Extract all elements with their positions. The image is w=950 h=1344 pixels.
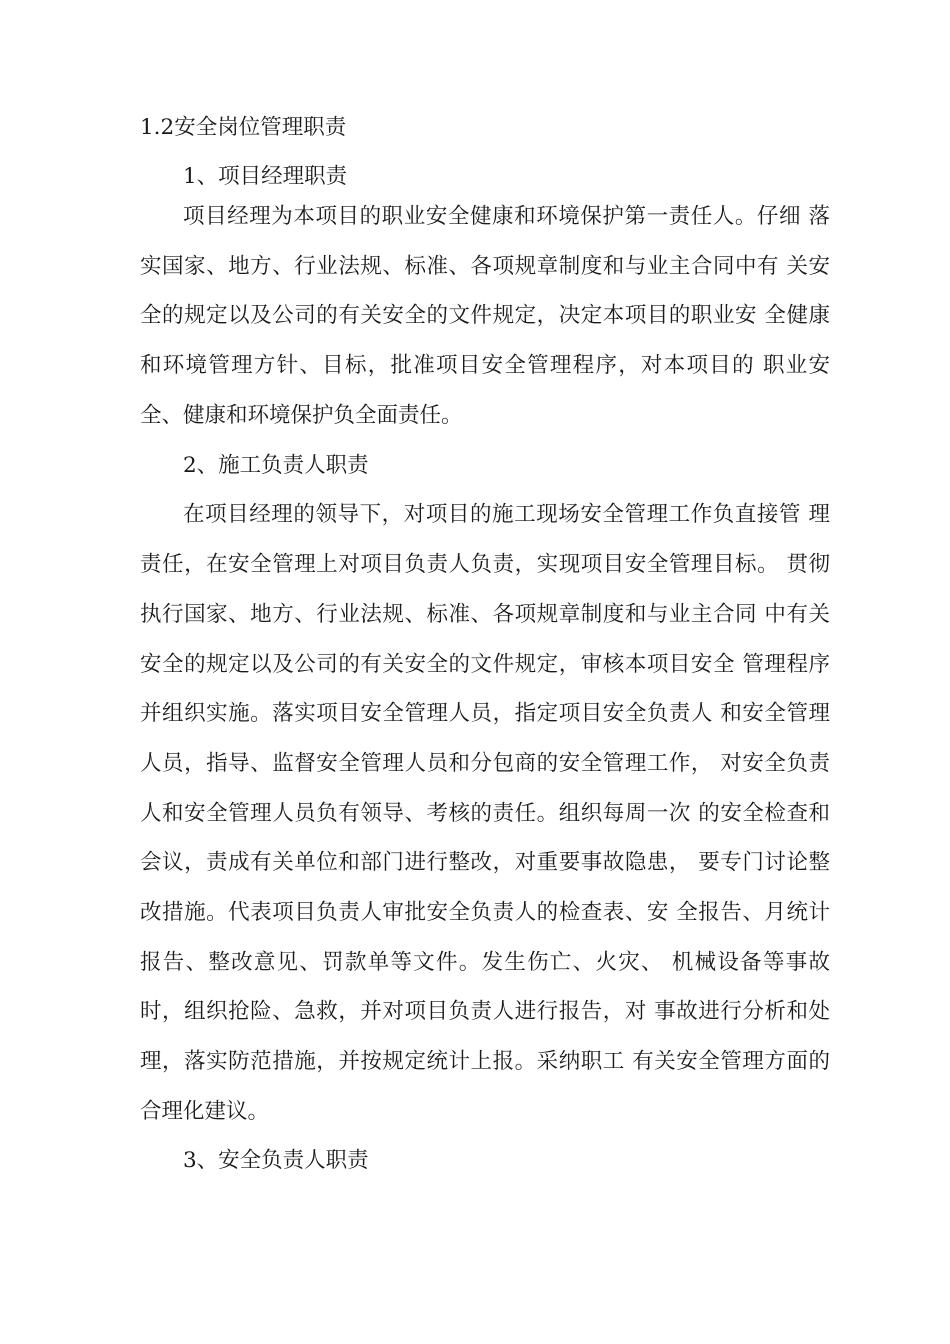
- paragraph-line: 合理化建议。: [140, 1099, 270, 1124]
- paragraph-line: 安全的规定以及公司的有关安全的文件规定，审核本项目安全 管理程序: [140, 652, 830, 677]
- section-heading-2: 2、施工负责人职责: [183, 453, 369, 478]
- section-title: 1.2安全岗位管理职责: [140, 115, 347, 140]
- paragraph-line: 报告、整改意见、罚款单等文件。发生伤亡、火灾、 机械设备等事故: [140, 950, 830, 975]
- section-heading-1: 1、项目经理职责: [183, 164, 348, 189]
- paragraph-line: 实国家、地方、行业法规、标准、各项规章制度和与业主合同中有 关安: [140, 254, 830, 279]
- paragraph-line: 会议，责成有关单位和部门进行整改，对重要事故隐患， 要专门讨论整: [140, 850, 830, 875]
- paragraph-line: 人和安全管理人员负有领导、考核的责任。组织每周一次 的安全检查和: [140, 801, 830, 826]
- paragraph-line: 并组织实施。落实项目安全管理人员，指定项目安全负责人 和安全管理: [140, 701, 830, 726]
- section-heading-3: 3、安全负责人职责: [183, 1148, 369, 1173]
- paragraph-line: 执行国家、地方、行业法规、标准、各项规章制度和与业主合同 中有关: [140, 602, 830, 627]
- paragraph-line: 改措施。代表项目负责人审批安全负责人的检查表、安 全报告、月统计: [140, 900, 830, 925]
- paragraph-line: 和环境管理方针、目标，批准项目安全管理程序，对本项目的 职业安: [140, 353, 830, 378]
- paragraph-line: 在项目经理的领导下，对项目的施工现场安全管理工作负直接管 理: [183, 502, 830, 527]
- paragraph-line: 理，落实防范措施，并按规定统计上报。采纳职工 有关安全管理方面的: [140, 1049, 830, 1074]
- paragraph-line: 时，组织抢险、急救，并对项目负责人进行报告，对 事故进行分析和处: [140, 999, 830, 1024]
- paragraph-line: 全、健康和环境保护负全面责任。: [140, 403, 463, 428]
- paragraph-line: 全的规定以及公司的有关安全的文件规定，决定本项目的职业安 全健康: [140, 303, 830, 328]
- paragraph-line: 项目经理为本项目的职业安全健康和环境保护第一责任人。仔细 落: [183, 204, 830, 229]
- paragraph-line: 责任，在安全管理上对项目负责人负责，实现项目安全管理目标。 贯彻: [140, 552, 830, 577]
- paragraph-line: 人员，指导、监督安全管理人员和分包商的安全管理工作， 对安全负责: [140, 751, 830, 776]
